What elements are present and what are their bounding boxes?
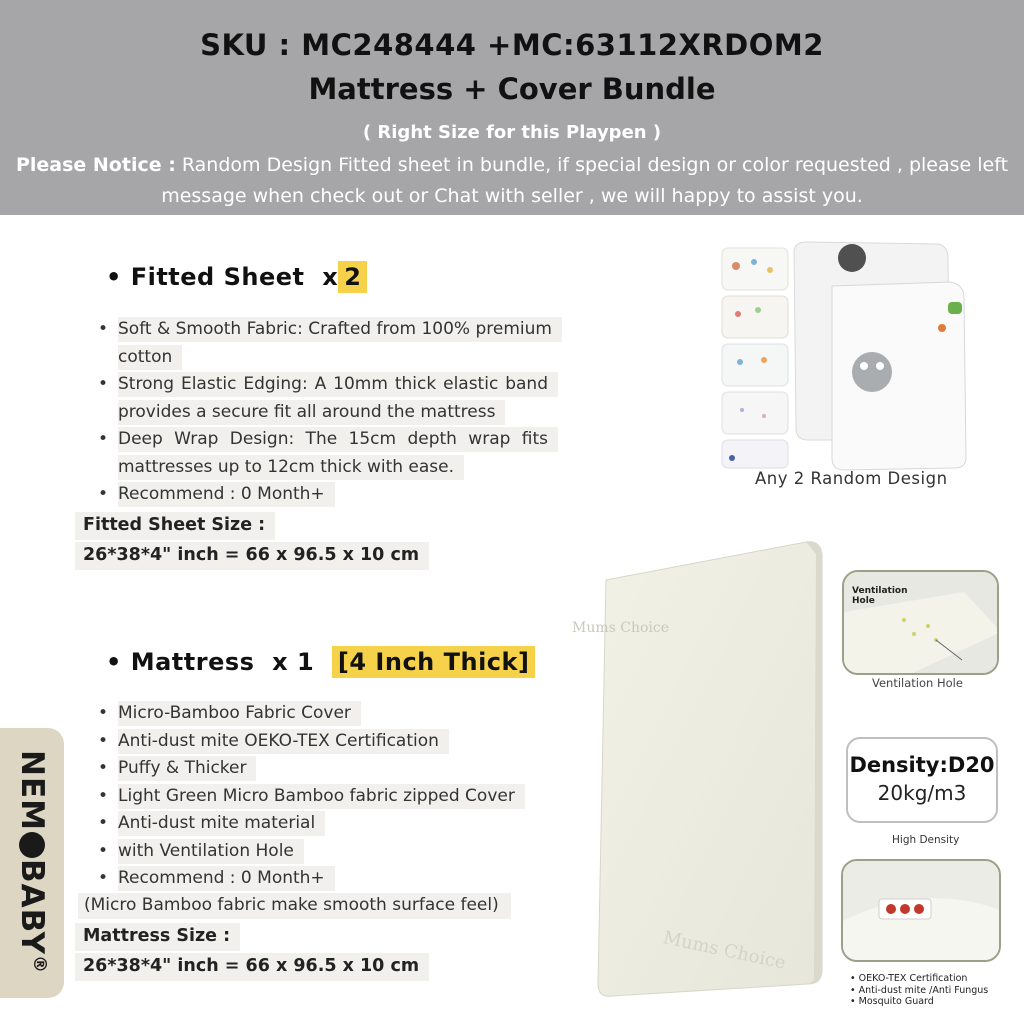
density-title: Density:D20 xyxy=(849,753,995,777)
bundle-title: Mattress + Cover Bundle xyxy=(308,72,716,106)
feature-text: Anti-dust mite /Anti Fungus xyxy=(858,984,989,996)
mattress-size-value: 26*38*4" inch = 66 x 96.5 x 10 cm xyxy=(75,953,429,981)
brand-dot-icon xyxy=(19,832,45,858)
list-item: • Anti-dust mite /Anti Fungus xyxy=(850,984,989,996)
mattress-watermark-bottom: Mums Choice xyxy=(661,927,788,974)
fitted-sheet-heading-label: Fitted Sheet xyxy=(130,263,305,291)
cert-icon xyxy=(886,904,896,914)
ventilation-caption: Ventilation Hole xyxy=(872,676,963,690)
list-item xyxy=(96,783,546,811)
ventilation-inset-label: Ventilation Hole xyxy=(852,586,908,606)
list-item xyxy=(96,865,546,893)
density-box xyxy=(846,737,998,823)
mattress-heading-label: Mattress xyxy=(130,648,255,676)
list-item: • OEKO-TEX Certification xyxy=(850,973,968,984)
list-item xyxy=(96,481,558,509)
notice-label: Please Notice : xyxy=(15,154,176,176)
mattress-thickness: [4 Inch Thick] xyxy=(332,646,536,678)
feature-text: Light Green Micro Bamboo fabric zipped Cover xyxy=(118,784,525,809)
fitted-sheet-heading xyxy=(106,263,367,291)
feature-text: Puffy & Thicker xyxy=(118,756,256,781)
feature-text: Anti-dust mite OEKO-TEX Certification xyxy=(118,729,449,754)
list-item xyxy=(96,426,558,481)
large-sheet-icon xyxy=(794,242,966,470)
mattress-texture-illustration xyxy=(843,861,1001,962)
fitted-sheet-size-value: 26*38*4" inch = 66 x 96.5 x 10 cm xyxy=(75,542,429,570)
feature-text: Mosquito Guard xyxy=(858,996,934,1007)
list-item xyxy=(96,728,546,756)
mattress-features xyxy=(96,700,546,893)
fitted-sheet-qty: 2 xyxy=(338,261,367,293)
list-item xyxy=(96,700,546,728)
anti-fungus-icon xyxy=(900,904,910,914)
registered-mark: ® xyxy=(29,955,50,974)
subtitle: ( Right Size for this Playpen ) xyxy=(362,122,662,143)
ventilation-inset xyxy=(842,570,999,675)
brand-name-right: BABY xyxy=(14,858,50,955)
feature-text: with Ventilation Hole xyxy=(118,839,304,864)
mattress-size-label: Mattress Size : xyxy=(75,923,240,951)
feature-text: Recommend : 0 Month+ xyxy=(118,866,335,891)
fitted-sheet-illustration xyxy=(720,240,980,472)
bullet-dot: • xyxy=(106,648,131,676)
feature-text: Anti-dust mite material xyxy=(118,811,325,836)
fitted-sheet-size-label: Fitted Sheet Size : xyxy=(75,512,275,540)
list-item xyxy=(96,316,558,371)
list-item xyxy=(96,755,546,783)
feature-text: Micro-Bamboo Fabric Cover xyxy=(118,701,361,726)
mattress-note: (Micro Bamboo fabric make smooth surface feel) xyxy=(78,893,511,919)
bullet-dot: • xyxy=(106,263,131,291)
feature-text: Strong Elastic Edging: A 10mm thick elastic band provides a secure fit all around the mattress xyxy=(118,372,558,425)
list-item xyxy=(96,810,546,838)
stacked-sheets-icon xyxy=(722,248,788,468)
feature-text: Deep Wrap Design: The 15cm depth wrap fits mattresses up to 12cm thick with ease. xyxy=(118,427,558,480)
fitted-sheet-caption: Any 2 Random Design xyxy=(755,469,948,488)
fitted-sheet-qty-prefix: x xyxy=(322,263,339,291)
notice-text xyxy=(0,150,1024,212)
density-caption: High Density xyxy=(892,834,960,846)
mattress-heading xyxy=(106,648,535,676)
list-item xyxy=(96,371,558,426)
mattress-photo xyxy=(572,540,832,1010)
list-item xyxy=(96,838,546,866)
mattress-watermark-top: Mums Choice xyxy=(572,620,670,636)
feature-text: Recommend : 0 Month+ xyxy=(118,482,335,507)
feature-list xyxy=(850,973,988,1008)
fitted-sheet-features xyxy=(96,316,558,509)
feature-text: Soft & Smooth Fabric: Crafted from 100% premium cotton xyxy=(118,317,562,370)
sku-title: SKU : MC248444 +MC:63112XRDOM2 xyxy=(200,28,824,62)
feature-text: OEKO-TEX Certification xyxy=(858,973,968,984)
fitted-sheet-photo xyxy=(720,240,980,488)
certification-inset xyxy=(841,859,1001,962)
brand-name-left: NEM xyxy=(14,750,50,831)
brand-logo xyxy=(14,750,50,974)
mattress-qty: x 1 xyxy=(272,648,315,676)
list-item: • Mosquito Guard xyxy=(850,996,934,1007)
header-banner xyxy=(0,0,1024,215)
density-value: 20kg/m3 xyxy=(877,781,967,805)
notice-body: Random Design Fitted sheet in bundle, if special design or color requested , please left message when check out or Chat with seller , we will happy to assist you. xyxy=(161,154,1009,207)
mosquito-icon xyxy=(914,904,924,914)
